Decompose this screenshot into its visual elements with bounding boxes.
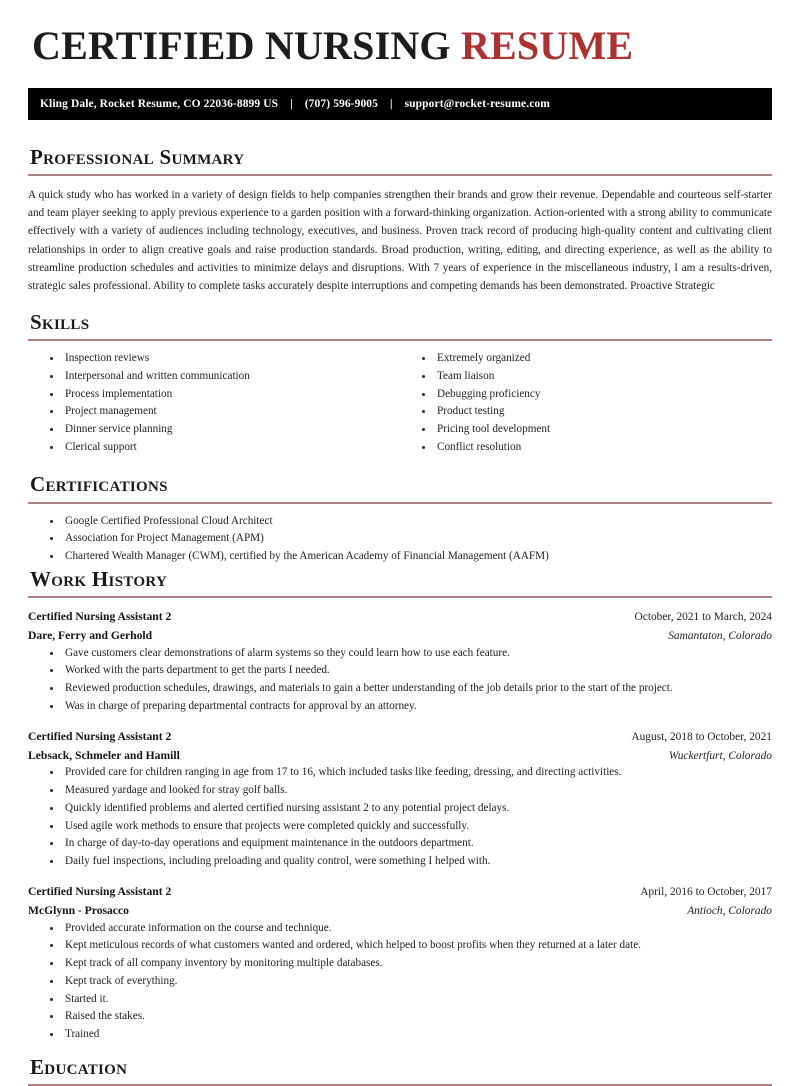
job-title-row (28, 608, 772, 627)
job-bullet-list (28, 646, 772, 714)
skill-item: Product testing (420, 404, 772, 419)
job-title-row (28, 728, 772, 747)
job-location: Antioch, Colorado (687, 905, 772, 918)
section-heading-work-history: Work History (30, 567, 168, 592)
work-history-entry (28, 608, 772, 714)
job-company: Dare, Ferry and Gerhold (28, 629, 153, 642)
job-location: Wuckertfurt, Colorado (668, 749, 772, 762)
section-heading-skills: Skills (30, 309, 90, 334)
job-company-row (28, 627, 772, 646)
work-history-entry (28, 883, 772, 1042)
section-rule-skills (28, 339, 772, 341)
job-bullet-item: Used agile work methods to ensure that projects were completed quickly and successfully. (48, 819, 772, 834)
skill-item: Inspection reviews (48, 351, 400, 366)
job-bullet-item: Worked with the parts department to get the parts I needed. (48, 663, 772, 678)
work-history-entry (28, 728, 772, 869)
job-dates: April, 2016 to October, 2017 (640, 886, 772, 899)
certification-item: Google Certified Professional Cloud Architect (48, 514, 772, 529)
job-bullet-item: Trained (48, 1027, 772, 1042)
skills-column-left (28, 351, 400, 457)
section-professional-summary (28, 146, 772, 295)
skill-item: Project management (48, 404, 400, 419)
section-education (28, 1056, 772, 1086)
title-main-text: CERTIFIED NURSING (32, 23, 451, 68)
job-location: Samantaton, Colorado (668, 630, 772, 642)
title-accent-text: RESUME (460, 23, 634, 68)
job-company-row (28, 902, 772, 921)
section-certifications (28, 473, 772, 564)
skill-item: Pricing tool development (420, 422, 772, 437)
job-bullet-item: Provided accurate information on the course and technique. (48, 921, 772, 936)
section-rule-work-history (28, 596, 772, 598)
job-bullet-item: Raised the stakes. (48, 1009, 772, 1024)
job-bullet-item: Kept track of all company inventory by monitoring multiple databases. (48, 956, 772, 971)
skill-item: Extremely organized (420, 351, 772, 366)
contact-separator-2: | (389, 98, 393, 110)
certification-item: Chartered Wealth Manager (CWM), certified by the American Academy of Financial Management (AAFM) (48, 549, 772, 564)
contact-name-address: Kling Dale, Rocket Resume, CO 22036-8899 US (40, 98, 279, 110)
skill-item: Team liaison (420, 369, 772, 384)
skill-item: Interpersonal and written communication (48, 369, 400, 384)
job-title-row (28, 883, 772, 902)
job-bullet-item: In charge of day-to-day operations and equipment maintenance in the outdoors department. (48, 836, 772, 851)
section-heading-certifications: Certifications (30, 472, 168, 497)
job-bullet-item: Kept track of everything. (48, 974, 772, 989)
contact-separator-1: | (290, 98, 293, 110)
job-title: Certified Nursing Assistant 2 (28, 730, 172, 744)
section-work-history (28, 568, 772, 1042)
job-bullet-item: Daily fuel inspections, including preloading and quality control, were something I helped with. (48, 854, 772, 869)
skills-columns (28, 351, 772, 457)
certification-item: Association for Project Management (APM) (48, 531, 772, 546)
job-bullet-list (28, 921, 772, 1043)
skills-list-left (28, 351, 400, 455)
section-skills (28, 311, 772, 458)
skill-item: Process implementation (48, 387, 400, 402)
job-dates: October, 2021 to March, 2024 (634, 611, 772, 624)
job-bullet-item: Was in charge of preparing departmental contracts for approval by an attorney. (48, 699, 772, 714)
job-bullet-item: Gave customers clear demonstrations of alarm systems so they could learn how to use each feature. (48, 646, 772, 661)
job-bullet-list (28, 765, 772, 869)
job-company: McGlynn - Prosacco (28, 904, 129, 918)
contact-bar (28, 88, 772, 120)
section-rule-summary (28, 174, 772, 176)
skills-list-right (400, 351, 772, 455)
job-title: Certified Nursing Assistant 2 (28, 885, 172, 899)
job-dates: August, 2018 to October, 2021 (631, 731, 772, 744)
job-bullet-item: Started it. (48, 992, 772, 1007)
contact-email[interactable]: support@rocket-resume.com (404, 98, 550, 110)
page-title (32, 0, 772, 66)
skills-column-right (400, 351, 772, 457)
skill-item: Clerical support (48, 440, 400, 455)
job-bullet-item: Reviewed production schedules, drawings, and materials to gain a better understanding of the job details prior to the start of the project. (48, 681, 772, 696)
skill-item: Dinner service planning (48, 422, 400, 437)
section-heading-education: Education (30, 1055, 128, 1080)
contact-text (40, 98, 550, 110)
job-bullet-item: Kept meticulous records of what customers wanted and ordered, which helped to boost profits when they returned at a later date. (48, 938, 772, 953)
skill-item: Debugging proficiency (420, 387, 772, 402)
skill-item: Conflict resolution (420, 440, 772, 455)
job-title: Certified Nursing Assistant 2 (28, 610, 172, 624)
job-company: Lebsack, Schmeler and Hamill (28, 748, 180, 762)
summary-paragraph: A quick study who has worked in a variety of design fields to help companies strengthen their brands and grow their revenue. Dependable and courteous self-starter and team player seeking to apply previous experience to a garden position with a forward-thinking organization. Action-oriented with a strong ability to communicate effectively with a variety of audiences including technology, executives, and business. Proven track record of producing high-quality content and cultivating client relationships in order to align creative goals and raise production standards. Broad production, writing, editing, and directing experience, as well as the ability to streamline production schedules and activities to minimize delays and disruptions. With 7 years of experience in the miscellaneous industry, I am a results-driven, strategic sales professional. Ability to complete tasks accurately despite interruptions and competing demands has been demonstrated. Proactive Strategic (28, 189, 772, 292)
contact-phone[interactable]: (707) 596-9005 (304, 98, 378, 110)
job-company-row (28, 747, 772, 766)
job-bullet-item: Provided care for children ranging in age from 17 to 16, which included tasks like feeding, dressing, and directing activities. (48, 765, 772, 780)
job-bullet-item: Measured yardage and looked for stray golf balls. (48, 783, 772, 798)
certifications-list (28, 514, 772, 565)
section-heading-summary: Professional Summary (30, 145, 245, 169)
section-rule-certifications (28, 502, 772, 504)
job-bullet-item: Quickly identified problems and alerted certified nursing assistant 2 to any potential project delays. (48, 801, 772, 816)
work-history-list (28, 608, 772, 1042)
